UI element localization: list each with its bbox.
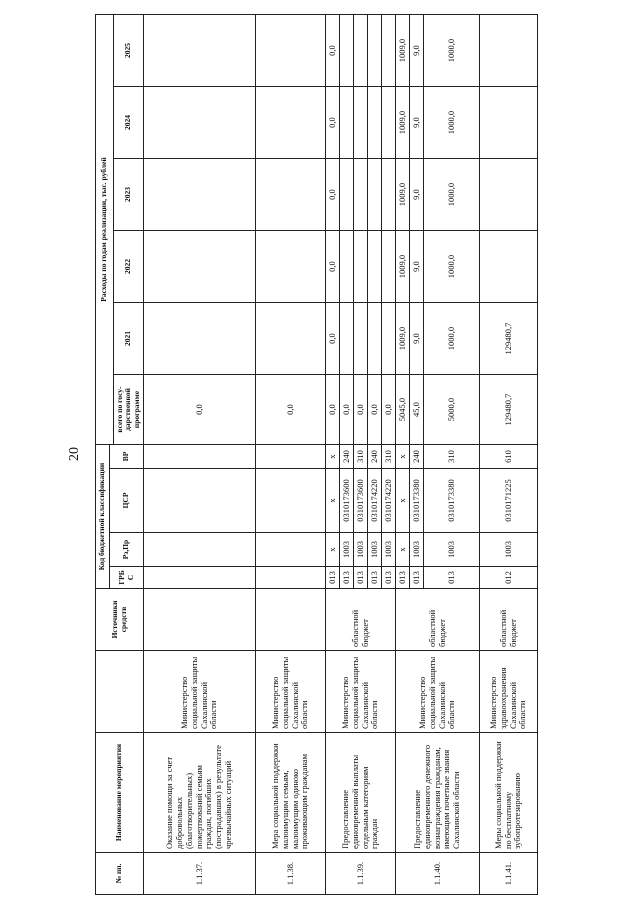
header-year-2021: 2021 (114, 303, 144, 375)
row-name: Предоставление единовременного денежного вознаграждения гражданам, имеющим почетные звания Сахалинской области (396, 733, 480, 853)
cell-csr: 0310171225 (480, 469, 538, 533)
cell-2025: 0,0 (326, 15, 340, 87)
header-year-2023: 2023 (114, 159, 144, 231)
cell-vr: 240 (340, 445, 354, 469)
cell-vr: 310 (382, 445, 396, 469)
row-name: Оказание помощи за счет добровольных (благотворительных) пожертвований семьям граждан, погибших (пострадавших) в результате чрезвычайных ситуаций (144, 733, 256, 853)
row-executor: Министерство социальной защиты Сахалинской области (256, 651, 326, 733)
row-number: 1.1.41. (480, 853, 538, 895)
row-name: Предоставление единовременной выплаты отдельным категориям граждан (326, 733, 396, 853)
header-source: Источники средств (96, 589, 144, 651)
cell-2022: 9,0 (410, 231, 424, 303)
header-year-2024: 2024 (114, 87, 144, 159)
cell-vr: 310 (424, 445, 480, 469)
row-number: 1.1.37. (144, 853, 256, 895)
cell-total: 129480,7 (480, 375, 538, 445)
cell-2022: 1000,0 (424, 231, 480, 303)
row-executor: Министерство здравоохранения Сахалинской области (480, 651, 538, 733)
cell-2025: 1000,0 (424, 15, 480, 87)
row-executor: Министерство социальной защиты Сахалинской области (396, 651, 480, 733)
cell-csr: 0310173600 (354, 469, 368, 533)
cell-grbs: 013 (396, 567, 410, 589)
row-total: 0,0 (256, 375, 326, 445)
cell-grbs: 012 (480, 567, 538, 589)
budget-table (95, 14, 538, 895)
row-executor: Министерство социальной защиты Сахалинской области (326, 651, 396, 733)
cell-grbs: 013 (354, 567, 368, 589)
header-rzpr: Рз,Пр (110, 533, 144, 567)
row-name: Меры социальной поддержки по бесплатному зубопротезированию (480, 733, 538, 853)
cell-2024: 1000,0 (424, 87, 480, 159)
cell-2023: 1000,0 (424, 159, 480, 231)
cell-grbs: 013 (382, 567, 396, 589)
rotated-table-page (95, 15, 545, 895)
cell-vr: x (326, 445, 340, 469)
cell-total: 0,0 (368, 375, 382, 445)
cell-rzpr: 1003 (480, 533, 538, 567)
cell-2021: 1000,0 (424, 303, 480, 375)
cell-rzpr: 1003 (424, 533, 480, 567)
cell-rzpr: x (396, 533, 410, 567)
cell-csr: 0310174220 (382, 469, 396, 533)
cell-grbs: 013 (424, 567, 480, 589)
cell-2023: 0,0 (326, 159, 340, 231)
cell-rzpr: x (326, 533, 340, 567)
cell-2025: 9,0 (410, 15, 424, 87)
header-year-2025: 2025 (114, 15, 144, 87)
header-vr: ВР (110, 445, 144, 469)
cell-2025: 1009,0 (396, 15, 410, 87)
cell-vr: 240 (410, 445, 424, 469)
cell-2022: 1009,0 (396, 231, 410, 303)
cell-2021: 9,0 (410, 303, 424, 375)
header-total: всего по госу-дарственной программе (114, 375, 144, 445)
header-expenses: Расходы по годам реализации, тыс. рублей (96, 15, 114, 445)
cell-total: 5045,0 (396, 375, 410, 445)
row-name: Мера социальной поддержки малоимущим семьям, малоимущим одиноко проживающим гражданам (256, 733, 326, 853)
cell-total: 5000,0 (424, 375, 480, 445)
cell-csr: x (396, 469, 410, 533)
cell-2024: 9,0 (410, 87, 424, 159)
cell-csr: 0310173600 (340, 469, 354, 533)
cell-2023: 1009,0 (396, 159, 410, 231)
row-source: областной бюджет (480, 589, 538, 651)
cell-rzpr: 1003 (354, 533, 368, 567)
cell-vr: x (396, 445, 410, 469)
header-csr: ЦСР (110, 469, 144, 533)
cell-2021: 1009,0 (396, 303, 410, 375)
cell-2022: 0,0 (326, 231, 340, 303)
cell-grbs: 013 (410, 567, 424, 589)
cell-2024: 0,0 (326, 87, 340, 159)
header-grbs: ГРБ С (110, 567, 144, 589)
cell-vr: 310 (354, 445, 368, 469)
cell-rzpr: 1003 (340, 533, 354, 567)
cell-grbs: 013 (326, 567, 340, 589)
page-number: 20 (67, 447, 82, 461)
header-year-2022: 2022 (114, 231, 144, 303)
header-num: № пп. (96, 853, 144, 895)
cell-2024: 1009,0 (396, 87, 410, 159)
cell-total: 45,0 (410, 375, 424, 445)
cell-rzpr: 1003 (368, 533, 382, 567)
row-number: 1.1.40. (396, 853, 480, 895)
row-number: 1.1.38. (256, 853, 326, 895)
cell-total: 0,0 (382, 375, 396, 445)
row-executor: Министерство социальной защиты Сахалинской области (144, 651, 256, 733)
cell-csr: 0310173380 (424, 469, 480, 533)
cell-2023: 9,0 (410, 159, 424, 231)
cell-total: 0,0 (340, 375, 354, 445)
cell-grbs: 013 (340, 567, 354, 589)
row-source: областной бюджет (326, 589, 396, 651)
cell-csr: x (326, 469, 340, 533)
cell-grbs: 013 (368, 567, 382, 589)
cell-rzpr: 1003 (382, 533, 396, 567)
cell-2021: 0,0 (326, 303, 340, 375)
row-number: 1.1.39. (326, 853, 396, 895)
cell-2021: 129480,7 (480, 303, 538, 375)
cell-vr: 610 (480, 445, 538, 469)
cell-vr: 240 (368, 445, 382, 469)
cell-csr: 0310174220 (368, 469, 382, 533)
header-name: Наименование мероприятия (96, 733, 144, 853)
row-source: областной бюджет (396, 589, 480, 651)
cell-rzpr: 1003 (410, 533, 424, 567)
cell-csr: 0310173380 (410, 469, 424, 533)
cell-total: 0,0 (326, 375, 340, 445)
cell-total: 0,0 (354, 375, 368, 445)
row-total: 0,0 (144, 375, 256, 445)
header-budget-code: Код бюджетной классификации (96, 445, 110, 589)
